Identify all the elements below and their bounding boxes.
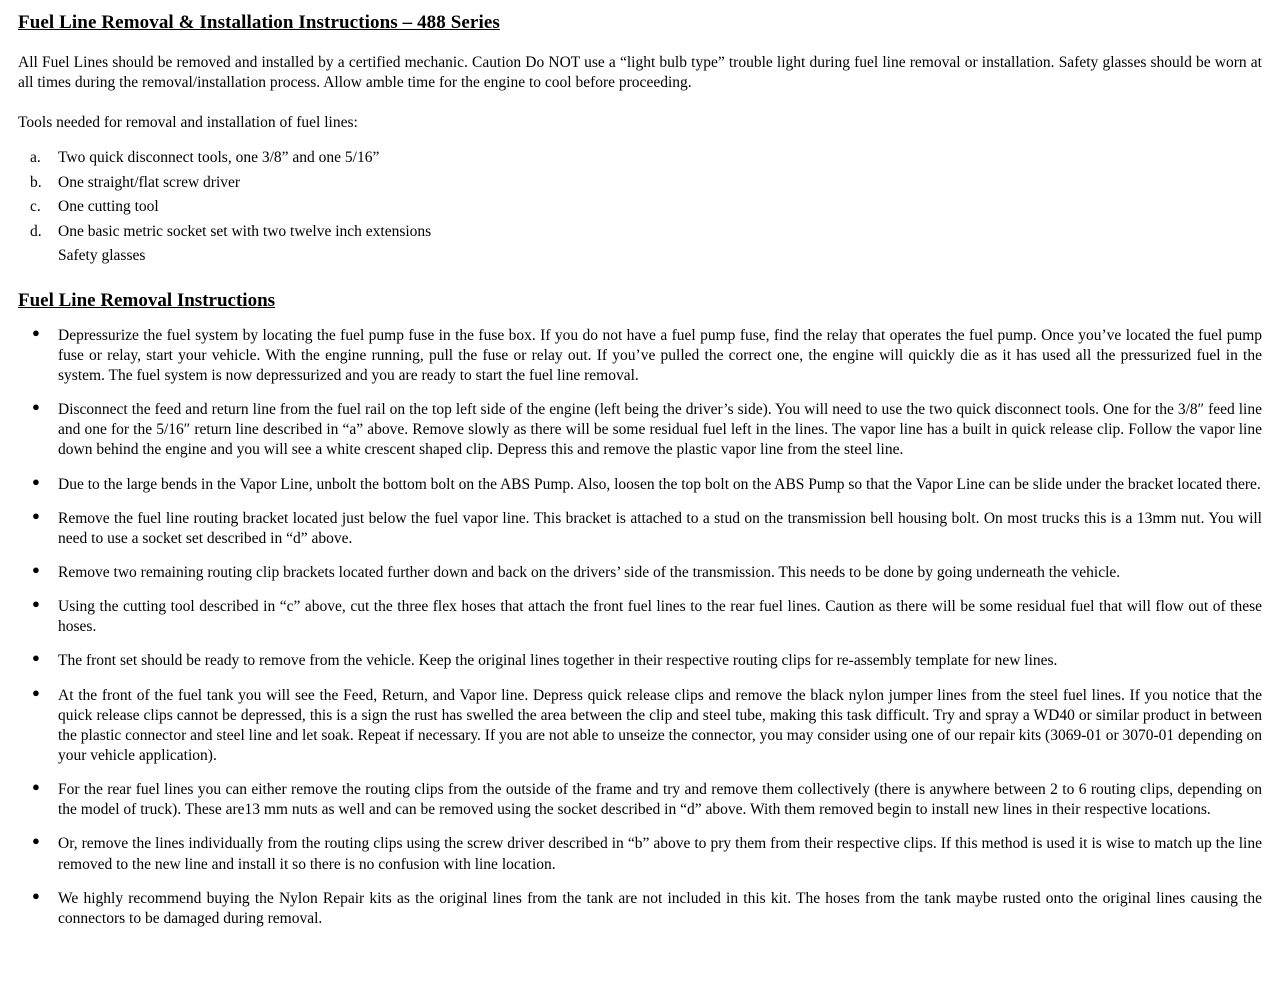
list-item-text: Due to the large bends in the Vapor Line, unbolt the bottom bolt on the ABS Pump. Also, loosen the top bolt on the ABS Pump so that the Vapor Line can be slide under the bracket located there. [58,475,1261,493]
list-item [18,780,1262,820]
bullet-icon: ● [32,833,40,849]
list-marker: b. [30,173,42,191]
list-item [18,597,1262,637]
list-marker: a. [30,149,41,167]
list-item-text: The front set should be ready to remove from the vehicle. Keep the original lines together in their respective routing clips for re-assembly template for new lines. [58,652,1058,670]
list-item-text: We highly recommend buying the Nylon Repair kits as the original lines from the tank are not included in this kit. The hoses from the tank maybe rusted onto the original lines causing the connectors to be damaged during removal. [58,889,1262,927]
bullet-icon: ● [32,650,40,666]
list-item [18,400,1262,460]
list-item-text: Remove two remaining routing clip brackets located further down and back on the drivers’ side of the transmission. This needs to be done by going underneath the vehicle. [58,564,1121,582]
list-item-text: One cutting tool [58,198,159,216]
list-item [18,686,1262,767]
list-item-text: Remove the fuel line routing bracket located just below the fuel vapor line. This bracket is attached to a stud on the transmission bell housing bolt. On most trucks this is a 13mm nut. You will need to use a socket set described in “d” above. [58,509,1262,547]
list-item-text: One basic metric socket set with two twelve inch extensions [58,222,432,240]
list-item [18,326,1262,386]
list-item-text: At the front of the fuel tank you will see the Feed, Return, and Vapor line. Depress quick release clips and remove the black nylon jumper lines from the steel fuel lines. If you notice that the quick release clips cannot be depressed, this is a sign the rust has swelled the area between the clip and steel tube, making this task difficult. Try and spray a WD40 or similar product in between the plastic connector and steel line and let soak. Repeat if necessary. If you are not able to unseize the connector, you may consider using one of our repair kits (3069-01 or 3070-01 depending on your vehicle application). [58,686,1262,765]
list-item-text: Using the cutting tool described in “c” above, cut the three flex hoses that attach the front fuel lines to the rear fuel lines. Caution as there will be some residual fuel that will flow out of these hoses. [58,598,1262,636]
list-item-text: Two quick disconnect tools, one 3/8” and one 5/16” [58,149,380,167]
intro-paragraph: All Fuel Lines should be removed and installed by a certified mechanic. Caution Do NOT use a “light bulb type” trouble light during fuel line removal or installation. Safety glasses should be worn at all times during the removal/installation process. Allow amble time for the engine to cool before proceeding. [18,54,1262,92]
list-item-text: One straight/flat screw driver [58,173,241,191]
list-marker: c. [30,198,41,216]
list-item [18,563,1262,583]
bullet-icon: ● [32,596,40,612]
bullet-icon: ● [32,779,40,795]
tools-lead-paragraph: Tools needed for removal and installation of fuel lines: [18,114,358,132]
bullet-icon: ● [32,887,40,903]
tools-extra-item: Safety glasses [58,247,146,265]
bullet-icon: ● [32,507,40,523]
list-item [18,889,1262,929]
removal-steps-list [18,326,1262,929]
list-item [18,147,1262,169]
list-item [18,196,1262,218]
list-item [18,172,1262,194]
bullet-icon: ● [32,684,40,700]
section-title-removal: Fuel Line Removal Instructions [18,289,276,311]
bullet-icon: ● [32,473,40,489]
list-item-text: Disconnect the feed and return line from the fuel rail on the top left side of the engine (left being the driver’s side). You will need to use the two quick disconnect tools. One for the 3/8″ feed line and one for the 5/16″ return line described in “a” above. Remove slowly as there will be some residual fuel left in the lines. The vapor line has a built in quick release clip. Follow the vapor line down behind the engine and you will see a white crescent shaped clip. Depress this and remove the plastic vapor line from the steel line. [58,401,1262,459]
list-item [18,834,1262,874]
list-marker: d. [30,222,42,240]
bullet-icon: ● [32,324,40,340]
list-item [18,475,1262,495]
bullet-icon: ● [32,399,40,415]
list-item [18,651,1262,671]
page-title: Fuel Line Removal & Installation Instructions – 488 Series [18,12,500,33]
tools-list [18,147,1262,243]
list-item-text: Or, remove the lines individually from the routing clips using the screw driver described in “b” above to pry them from their respective clips. If this method is used it is wise to match up the line removed to the new line and install it so there is no confusion with line location. [58,835,1262,873]
bullet-icon: ● [32,562,40,578]
list-item [18,509,1262,549]
list-item-text: For the rear fuel lines you can either remove the routing clips from the outside of the frame and try and remove them collectively (there is anywhere between 2 to 6 routing clips, depending on the model of truck). These are13 mm nuts as well and can be removed using the socket described in “d” above. With them removed begin to install new lines in their respective locations. [58,781,1262,819]
list-item-text: Depressurize the fuel system by locating the fuel pump fuse in the fuse box. If you do not have a fuel pump fuse, find the relay that operates the fuel pump. Once you’ve located the fuel pump fuse or relay, start your vehicle. With the engine running, pull the fuse or relay out. If you’ve pulled the correct one, the engine will quickly die as it has used all the pressurized fuel in the system. The fuel system is now depressurized and you are ready to start the fuel line removal. [58,326,1262,385]
list-item [18,221,1262,243]
